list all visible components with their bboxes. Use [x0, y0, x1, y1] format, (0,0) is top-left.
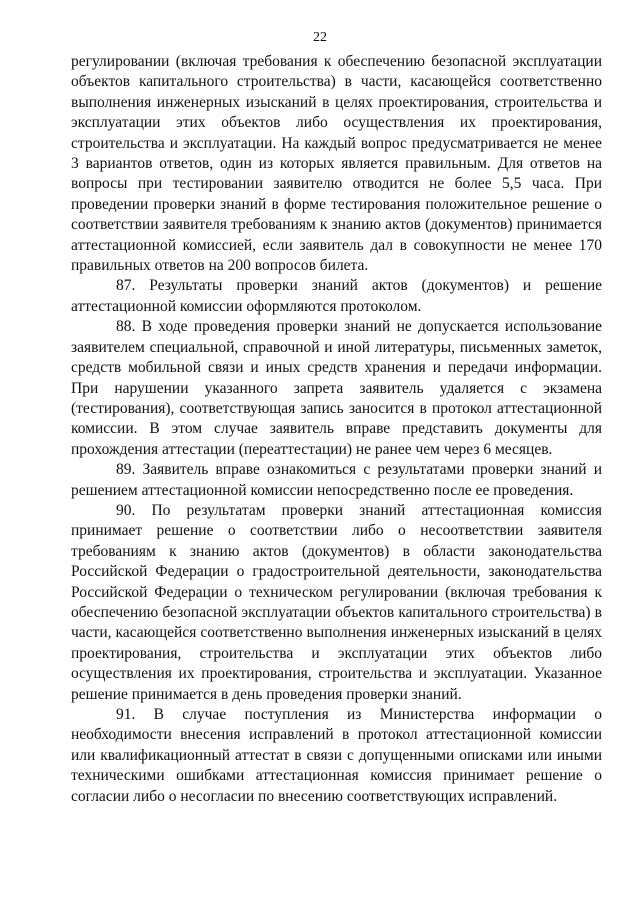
document-body: [71, 52, 602, 807]
paragraph-88: 88. В ходе проведения проверки знаний не допускается использование заявителем специальной, справочной и иной литературы, письменных заметок, средств мобильной связи и иных средств хранения и передачи информации. При нарушении указанного запрета заявитель удаляется с экзамена (тестирования), соответствующая запись заносится в протокол аттестационной комиссии. В этом случае заявитель вправе представить документы для прохождения аттестации (переаттестации) не ранее чем через 6 месяцев.: [71, 318, 602, 458]
paragraph-87: 87. Результаты проверки знаний актов (документов) и решение аттестационной комиссии оформляются протоколом.: [71, 277, 602, 315]
paragraph-89: 89. Заявитель вправе ознакомиться с результатами проверки знаний и решением аттестационной комиссии непосредственно после ее проведения.: [71, 461, 602, 499]
paragraph-91: 91. В случае поступления из Министерства информации о необходимости внесения исправлений в протокол аттестационной комиссии или квалификационный аттестат в связи с допущенными описками или иными техническими ошибками аттестационная комиссия принимает решение о согласии либо о несогласии по внесению соответствующих исправлений.: [71, 706, 602, 805]
paragraph-90: 90. По результатам проверки знаний аттестационная комиссия принимает решение о соответствии либо о несоответствии заявителя требованиям к знанию актов (документов) в области законодательства Российской Федерации о градостроительной деятельности, законодательства Российской Федерации о техническом регулировании (включая требования к обеспечению безопасной эксплуатации объектов капитального строительства) в части, касающейся соответственно выполнения инженерных изысканий в целях проектирования, строительства и эксплуатации этих объектов либо осуществления их проектирования, строительства и эксплуатации. Указанное решение принимается в день проведения проверки знаний.: [71, 501, 602, 703]
page-number: 22: [313, 30, 327, 45]
paragraph-continuation: регулировании (включая требования к обеспечению безопасной эксплуатации объектов капитального строительства) в части, касающейся соответственно выполнения инженерных изысканий в целях проектирования, строительства и эксплуатации этих объектов либо осуществления их проектирования, строительства и эксплуатации. На каждый вопрос предусматривается не менее 3 вариантов ответов, один из которых является правильным. Для ответов на вопросы при тестировании заявителю отводится не более 5,5 часа. При проведении проверки знаний в форме тестирования положительное решение о соответствии заявителя требованиям к знанию актов (документов) принимается аттестационной комиссией, если заявитель дал в совокупности не менее 170 правильных ответов на 200 вопросов билета.: [71, 53, 602, 275]
